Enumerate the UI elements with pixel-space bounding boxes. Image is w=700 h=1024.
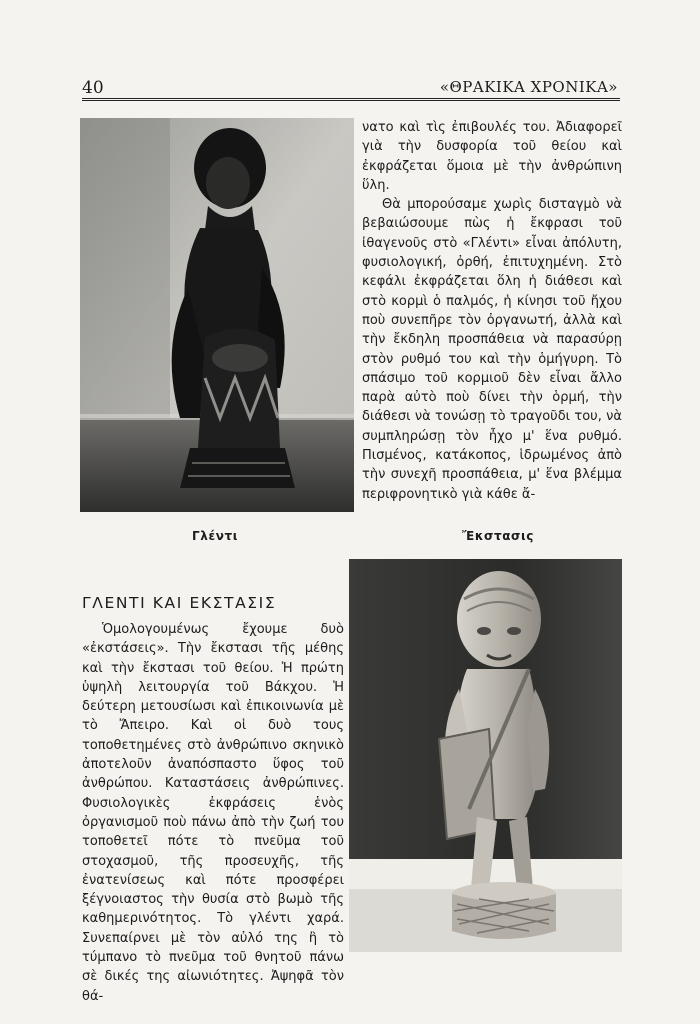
- header-rule: [82, 98, 620, 101]
- ekstasis-statuette-image: [349, 559, 622, 952]
- caption-glenti: Γλέντι: [192, 529, 239, 543]
- column-top-paragraph-1: νατο καὶ τὶς ἐπιβουλές του. Ἀδιαφορεῖ γιὰ τὴν δυσφορία τοῦ θείου καὶ ἐκφράζεται ὅμοια μὲ τὴν ἀνθρώπινη ὕλη.: [362, 120, 622, 193]
- photo-glenti-statuette: [80, 118, 354, 512]
- running-title: «ΘΡΑΚΙΚΑ ΧΡΟΝΙΚΑ»: [439, 78, 618, 96]
- caption-ekstasis: Ἔκστασις: [462, 529, 534, 543]
- photo-ekstasis-statuette: [349, 559, 622, 952]
- column-top-text: [362, 118, 622, 504]
- glenti-statuette-image: [80, 118, 354, 512]
- section-body-text: [82, 620, 344, 1006]
- column-top-paragraph-2: Θὰ μπορούσαμε χωρὶς δισταγμὸ νὰ βεβαιώσουμε πὼς ἡ ἔκφρασι τοῦ ἰθαγενοῦς στὸ «Γλέντι» εἶναι ἀπόλυτη, φυσιολογική, ὀρθή, ἐπιτυχημένη. Στὸ κεφάλι ἐκφράζεται ὅλη ἡ διάθεσι καὶ στὸ κορμὶ ὁ παλμός, ἡ κίνησι τοῦ ἤχου ποὺ συνεπῆρε τὸν ὀργανωτή, ἀλλὰ καὶ τὴν ἔκδηλη προσπάθεια νὰ παρασύρῃ στὸν ρυθμό του καὶ τὴν ὁμήγυρη. Τὸ σπάσιμο τοῦ κορμιοῦ δὲν εἶναι ἄλλο παρὰ αὐτὸ ποὺ δίνει τὴν ὁρμή, τὴν διάθεσι νὰ τονώσῃ τὸ τραγοῦδι του, νὰ συμπληρώσῃ τὸν ἦχο μ' ἕνα ρυθμό. Πισμένος, κατάκοπος, ἱδρωμένος ἀπὸ τὴν συνεχῆ προσπάθεια, μ' ἕνα βλέμμα περιφρονητικὸ γιὰ κάθε ἄ-: [362, 197, 622, 502]
- section-title: ΓΛΕΝΤΙ ΚΑΙ ΕΚΣΤΑΣΙΣ: [82, 594, 277, 612]
- section-paragraph-1: Ὁμολογουμένως ἔχουμε δυὸ «ἐκστάσεις». Τὴν ἔκστασι τῆς μέθης καὶ τὴν ἔκστασι τοῦ θείου. Ἡ πρώτη ὑψηλὴ λειτουργία τοῦ Βάκχου. Ἡ δεύτερη μετουσίωσι καὶ ἐπικοινωνία μὲ τὸ Ἄπειρο. Καὶ οἱ δυὸ τους τοποθετημένες στὸ ἀνθρώπινο σκηνικὸ ἀποτελοῦν ἀναπόσπαστο ὕφος τοῦ ἀνθρώπου. Καταστάσεις ἀνθρώπινες. Φυσιολογικὲς ἐκφράσεις ἑνὸς ὀργανισμοῦ ποὺ πάνω ἀπὸ τὴν ζωή του τοποθετεῖ πότε τὸ πνεῦμα τοῦ στοχασμοῦ, τῆς προσευχῆς, τῆς ἐνατενίσεως καὶ πότε προσφέρει ξέγνοιαστος τὴν θυσία στὸ βωμὸ τῆς καθημερινότητος. Τὸ γλέντι χαρά. Συνεπαίρνει μὲ τὸν αὐλό της ἢ τὸ τύμπανο τὸ πνεῦμα τοῦ θνητοῦ πάνω σὲ δικές της αἰωνιότητες. Ἀψηφᾶ τὸν θά-: [82, 622, 344, 1004]
- page-number: 40: [82, 78, 104, 98]
